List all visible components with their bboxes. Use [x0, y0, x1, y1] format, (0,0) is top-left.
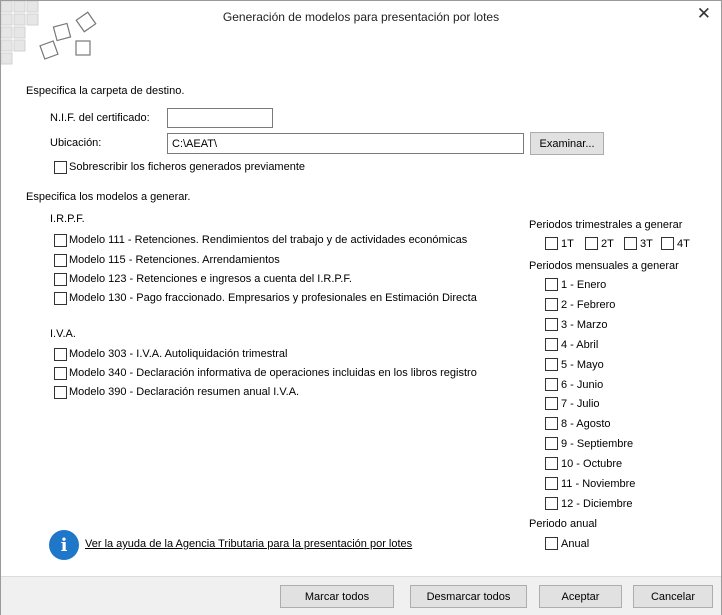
- month-10-checkbox[interactable]: [545, 457, 558, 470]
- location-input[interactable]: [167, 133, 524, 154]
- overwrite-checkbox[interactable]: [54, 161, 67, 174]
- quarter-3t-label: 3T: [640, 238, 653, 250]
- annual-label: Anual: [561, 538, 590, 550]
- model-115-checkbox[interactable]: [54, 254, 67, 267]
- model-390-checkbox[interactable]: [54, 386, 67, 399]
- month-12-label: 12 - Diciembre: [561, 498, 633, 510]
- accept-button[interactable]: Aceptar: [539, 585, 622, 608]
- browse-button[interactable]: Examinar...: [530, 132, 604, 155]
- month-7-label: 7 - Julio: [561, 398, 600, 410]
- iva-title: I.V.A.: [50, 328, 76, 340]
- model-340-checkbox[interactable]: [54, 367, 67, 380]
- model-390-label: Modelo 390 - Declaración resumen anual I.V.A.: [69, 386, 300, 398]
- nif-label: N.I.F. del certificado:: [50, 112, 150, 124]
- quarter-4t-label: 4T: [677, 238, 690, 250]
- month-5-label: 5 - Mayo: [561, 359, 604, 371]
- window-title: Generación de modelos para presentación por lotes: [222, 10, 500, 24]
- quarter-1t-label: 1T: [561, 238, 574, 250]
- overwrite-label: Sobrescribir los ficheros generados previamente: [69, 161, 306, 173]
- model-130-checkbox[interactable]: [54, 292, 67, 305]
- month-9-checkbox[interactable]: [545, 437, 558, 450]
- month-9-label: 9 - Septiembre: [561, 438, 634, 450]
- month-1-checkbox[interactable]: [545, 278, 558, 291]
- month-3-label: 3 - Marzo: [561, 319, 608, 331]
- mark-all-button[interactable]: Marcar todos: [280, 585, 394, 608]
- model-115-label: Modelo 115 - Retenciones. Arrendamientos: [69, 254, 280, 266]
- month-10-label: 10 - Octubre: [561, 458, 623, 470]
- title-bar: [1, 1, 721, 33]
- annual-title: Periodo anual: [529, 518, 597, 530]
- model-111-label: Modelo 111 - Retenciones. Rendimientos del trabajo y de actividades económicas: [69, 234, 468, 246]
- irpf-title: I.R.P.F.: [50, 213, 85, 225]
- quarter-1t-checkbox[interactable]: [545, 237, 558, 250]
- model-111-checkbox[interactable]: [54, 234, 67, 247]
- help-link[interactable]: Ver la ayuda de la Agencia Tributaria para la presentación por lotes: [85, 538, 413, 550]
- model-123-label: Modelo 123 - Retenciones e ingresos a cuenta del I.R.P.F.: [69, 273, 352, 285]
- info-icon: i: [49, 530, 79, 560]
- month-6-label: 6 - Junio: [561, 379, 604, 391]
- month-4-label: 4 - Abril: [561, 339, 599, 351]
- location-label: Ubicación:: [50, 137, 102, 149]
- month-2-checkbox[interactable]: [545, 298, 558, 311]
- monthly-title: Periodos mensuales a generar: [529, 260, 679, 272]
- month-8-label: 8 - Agosto: [561, 418, 611, 430]
- model-123-checkbox[interactable]: [54, 273, 67, 286]
- destination-heading: Especifica la carpeta de destino.: [26, 85, 185, 97]
- month-12-checkbox[interactable]: [545, 497, 558, 510]
- quarterly-title: Periodos trimestrales a generar: [529, 219, 683, 231]
- model-130-label: Modelo 130 - Pago fraccionado. Empresarios y profesionales en Estimación Directa: [69, 292, 477, 304]
- month-1-label: 1 - Enero: [561, 279, 607, 291]
- month-5-checkbox[interactable]: [545, 358, 558, 371]
- footer-bar: [1, 576, 721, 615]
- quarter-2t-label: 2T: [601, 238, 614, 250]
- month-4-checkbox[interactable]: [545, 338, 558, 351]
- model-340-label: Modelo 340 - Declaración informativa de operaciones incluidas en los libros registro: [69, 367, 477, 379]
- quarter-2t-checkbox[interactable]: [585, 237, 598, 250]
- nif-input[interactable]: [167, 108, 273, 128]
- model-303-checkbox[interactable]: [54, 348, 67, 361]
- close-icon[interactable]: ✕: [696, 4, 711, 23]
- month-6-checkbox[interactable]: [545, 378, 558, 391]
- month-3-checkbox[interactable]: [545, 318, 558, 331]
- model-303-label: Modelo 303 - I.V.A. Autoliquidación trimestral: [69, 348, 288, 360]
- annual-checkbox[interactable]: [545, 537, 558, 550]
- cancel-button[interactable]: Cancelar: [633, 585, 713, 608]
- quarter-4t-checkbox[interactable]: [661, 237, 674, 250]
- quarter-3t-checkbox[interactable]: [624, 237, 637, 250]
- unmark-all-button[interactable]: Desmarcar todos: [410, 585, 527, 608]
- models-heading: Especifica los modelos a generar.: [26, 191, 191, 203]
- month-11-checkbox[interactable]: [545, 477, 558, 490]
- month-11-label: 11 - Noviembre: [561, 478, 636, 490]
- month-8-checkbox[interactable]: [545, 417, 558, 430]
- month-7-checkbox[interactable]: [545, 397, 558, 410]
- month-2-label: 2 - Febrero: [561, 299, 616, 311]
